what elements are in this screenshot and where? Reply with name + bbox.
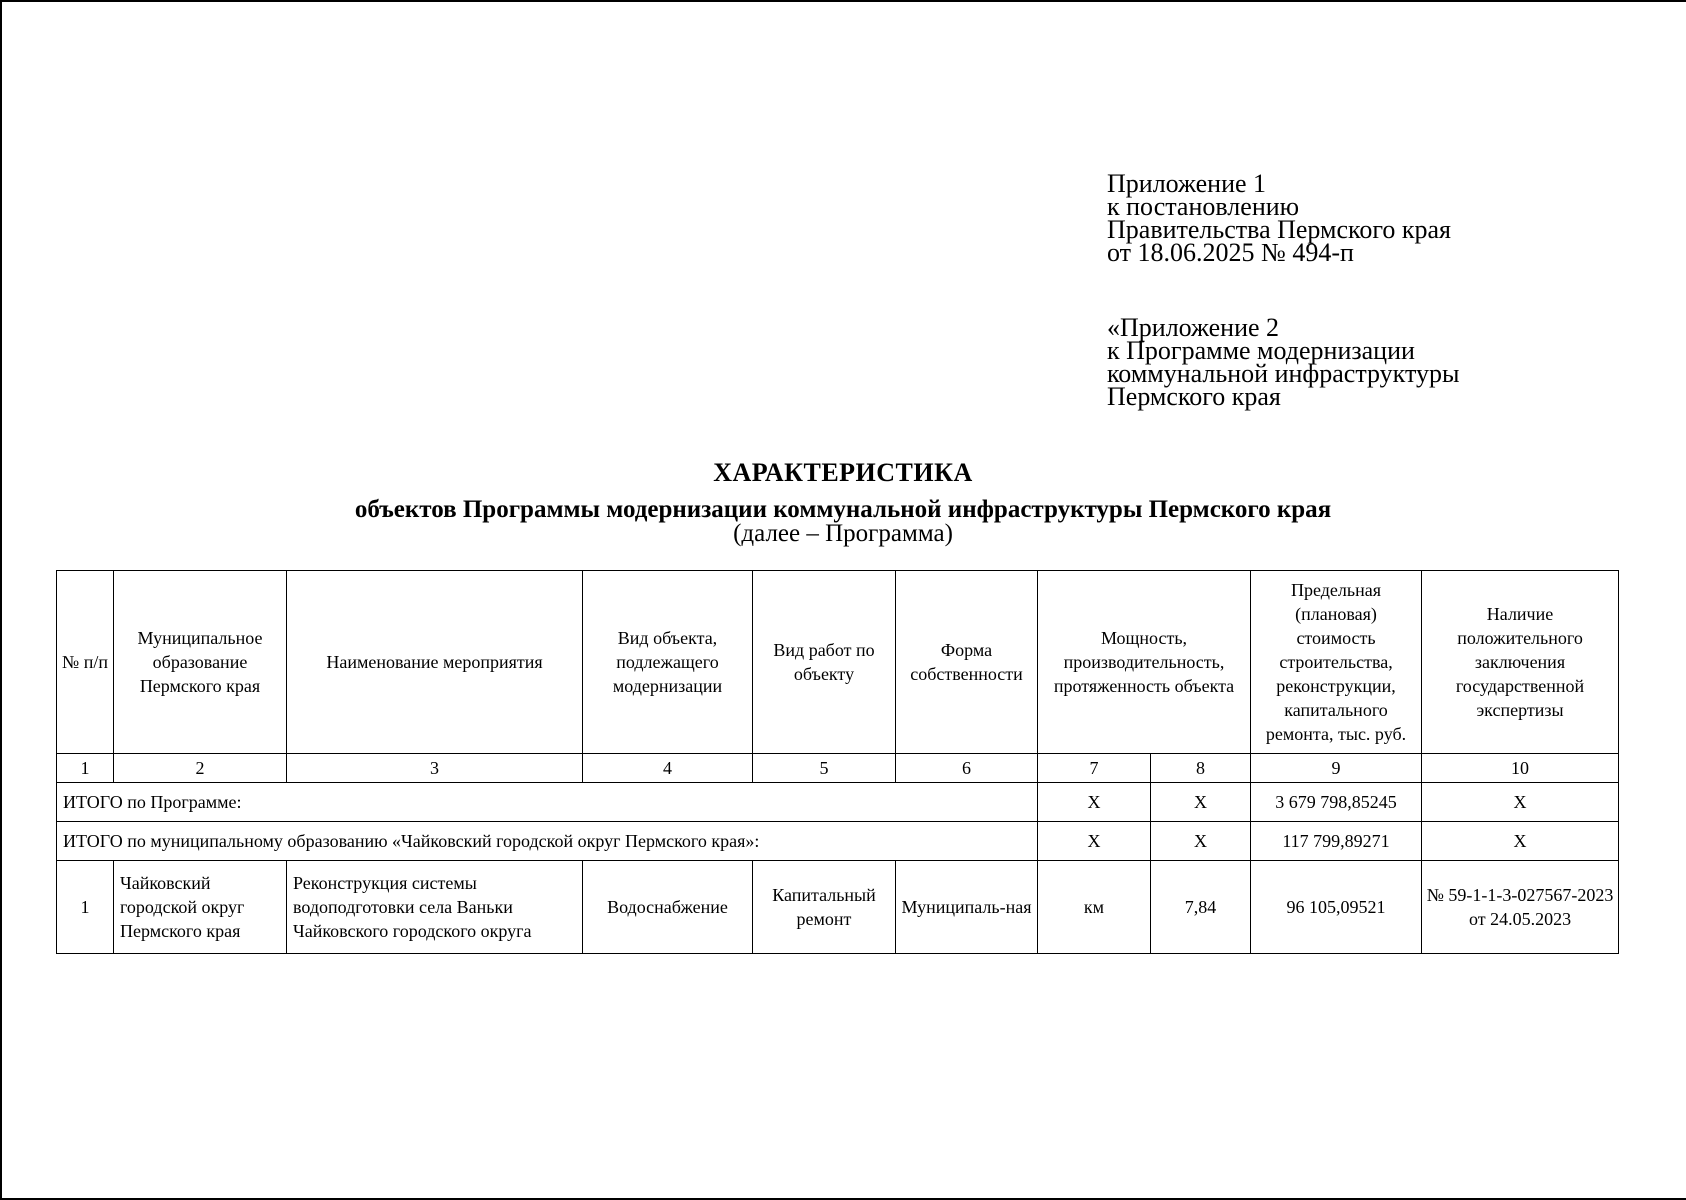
total-program-cost: 3 679 798,85245 (1251, 783, 1422, 822)
total-municipal-label: ИТОГО по муниципальному образованию «Чайковский городской округ Пермского края»: (57, 822, 1038, 861)
appendix-1-line-1: Приложение 1 (1107, 169, 1267, 198)
column-number: 9 (1251, 754, 1422, 783)
row-measure: Реконструкция системы водоподготовки села Ваньки Чайковского городского округа (287, 861, 583, 954)
table-row (57, 861, 1619, 954)
header-measure: Наименование мероприятия (287, 571, 583, 754)
column-number: 3 (287, 754, 583, 783)
appendix-2-line-2: к Программе модернизации (1107, 336, 1415, 365)
total-program-label: ИТОГО по Программе: (57, 783, 1038, 822)
total-municipal-c10: Х (1422, 822, 1619, 861)
appendix-1-line-4: от 18.06.2025 № 494-п (1107, 238, 1354, 267)
total-program-c8: Х (1151, 783, 1251, 822)
document-subtitle-note: (далее – Программа) (733, 520, 953, 547)
header-work-type: Вид работ по объекту (753, 571, 896, 754)
header-ownership: Форма собственности (896, 571, 1038, 754)
total-municipal-cost: 117 799,89271 (1251, 822, 1422, 861)
row-object-type: Водоснабжение (583, 861, 753, 954)
column-number: 5 (753, 754, 896, 783)
column-number: 8 (1151, 754, 1251, 783)
row-expertise: № 59-1-1-3-027567-2023 от 24.05.2023 (1422, 861, 1619, 954)
row-work-type: Капитальный ремонт (753, 861, 896, 954)
document-subtitle: объектов Программы модернизации коммунальной инфраструктуры Пермского края (354, 496, 1332, 523)
row-municipality: Чайковский городской округ Пермского края (114, 861, 287, 954)
row-number: 1 (57, 861, 114, 954)
table-header-row (57, 571, 1619, 754)
column-number: 6 (896, 754, 1038, 783)
header-capacity: Мощность, производительность, протяженность объекта (1038, 571, 1251, 754)
column-number-row (57, 754, 1619, 783)
appendix-2-line-4: Пермского края (1107, 382, 1281, 411)
appendix-1-block (1107, 169, 1627, 267)
total-program-c10: Х (1422, 783, 1619, 822)
characteristics-table (56, 570, 1619, 954)
row-cost: 96 105,09521 (1251, 861, 1422, 954)
appendix-2-line-1: «Приложение 2 (1107, 313, 1280, 342)
appendix-2-block (1107, 313, 1627, 411)
column-number: 2 (114, 754, 287, 783)
document-title: ХАРАКТЕРИСТИКА (713, 458, 973, 487)
appendix-1-line-2: к постановлению (1107, 192, 1300, 221)
header-municipality: Муниципальное образование Пермского края (114, 571, 287, 754)
appendix-1-line-3: Правительства Пермского края (1107, 215, 1451, 244)
total-program-c7: Х (1038, 783, 1151, 822)
row-ownership: Муниципаль-ная (896, 861, 1038, 954)
header-number: № п/п (57, 571, 114, 754)
header-object-type: Вид объекта, подлежащего модернизации (583, 571, 753, 754)
header-expertise: Наличие положительного заключения государственной экспертизы (1422, 571, 1619, 754)
total-municipal-c7: Х (1038, 822, 1151, 861)
total-municipal-c8: Х (1151, 822, 1251, 861)
header-cost: Предельная (плановая) стоимость строительства, реконструкции, капитального ремонта, тыс. руб. (1251, 571, 1422, 754)
appendix-2-line-3: коммунальной инфраструктуры (1107, 359, 1460, 388)
column-number: 10 (1422, 754, 1619, 783)
column-number: 1 (57, 754, 114, 783)
column-number: 4 (583, 754, 753, 783)
column-number: 7 (1038, 754, 1151, 783)
row-unit: км (1038, 861, 1151, 954)
total-program-row (57, 783, 1619, 822)
row-capacity: 7,84 (1151, 861, 1251, 954)
total-municipal-row (57, 822, 1619, 861)
